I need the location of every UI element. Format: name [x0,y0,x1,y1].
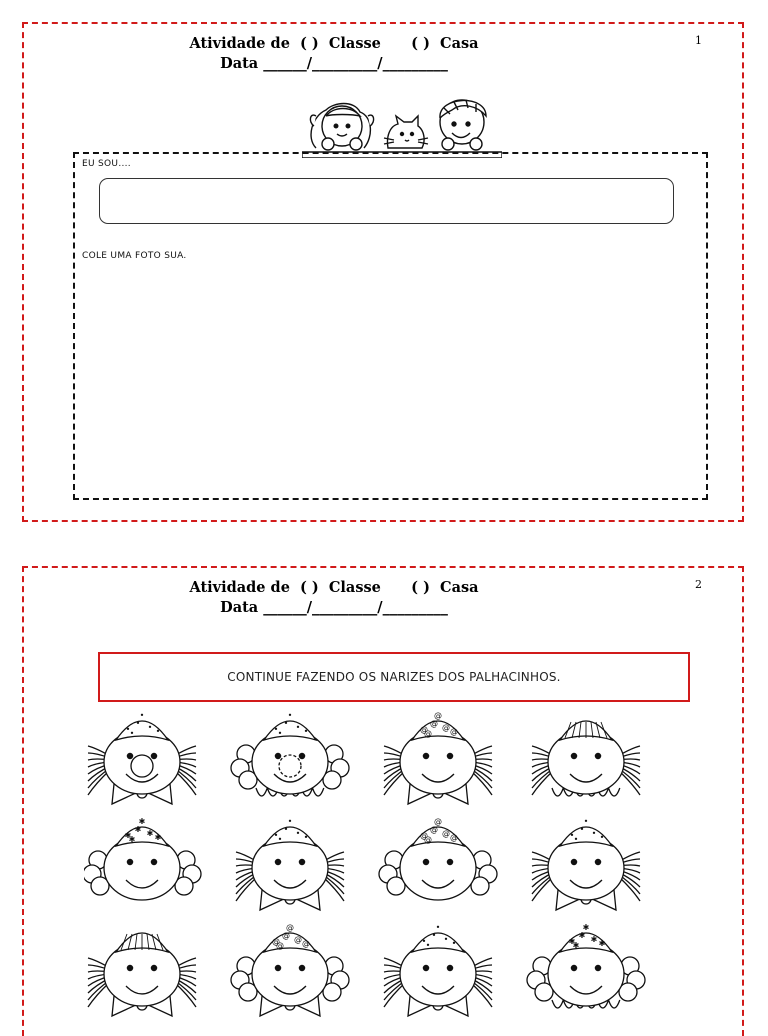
hat-pattern: • [451,939,457,948]
hat-pattern: @ [420,831,428,840]
hat-pattern: • [277,835,283,844]
hat-pattern: • [287,711,293,720]
eye [595,965,600,970]
instruction-text: CONTINUE FAZENDO OS NARIZES DOS PALHACINHOS. [227,670,561,684]
hat-pattern: @ [420,725,428,734]
clown-face[interactable] [532,817,640,910]
hat-pattern: ✱ [138,817,146,826]
hat-pattern: ✱ [146,829,154,838]
eye [595,859,600,864]
hat-pattern: @ [430,719,438,728]
hat-pattern: ✱ [124,831,132,840]
clown-face[interactable] [231,711,349,796]
hat-pattern: @ [430,825,438,834]
face [104,942,180,1006]
header-activity-line: Atividade de ( ) Classe ( ) Casa [189,35,479,52]
clown-face[interactable] [384,711,492,804]
clown-nose-outline [279,755,301,777]
hat-pattern: • [273,831,279,840]
face [548,730,624,794]
eye [151,859,156,864]
hat-pattern: • [155,727,161,736]
header-activity-line: Atividade de ( ) Classe ( ) Casa [189,579,479,596]
eye [275,859,280,864]
clown-face[interactable] [379,817,497,900]
header [174,578,494,618]
hat-pattern: • [283,825,289,834]
eye [299,965,304,970]
eye [127,965,132,970]
clown-face[interactable] [88,711,196,804]
eye [423,859,428,864]
eye [275,753,280,758]
worksheet-page-1 [22,22,744,522]
hat-pattern: ✱ [134,825,142,834]
clown-face[interactable] [527,923,645,1008]
hat-pattern: • [569,831,575,840]
hat-pattern: • [431,931,437,940]
hat-pattern: ✱ [572,941,580,950]
hat-pattern: ✱ [582,923,590,932]
eye [275,965,280,970]
hat-pattern: • [303,833,309,842]
name-label: EU SOU.... [82,159,131,169]
hat-pattern: • [435,923,441,932]
hat-pattern: ✱ [578,931,586,940]
eye [127,859,132,864]
hat-pattern: @ [450,833,458,842]
clown-face[interactable] [236,817,344,910]
eye [127,753,132,758]
identification-box [73,152,708,500]
hat-pattern: @ [442,829,450,838]
eye [299,859,304,864]
eye [595,753,600,758]
eye [151,753,156,758]
name-field[interactable] [99,178,674,224]
hat-pattern: • [583,817,589,826]
hat-pattern: • [443,935,449,944]
hat-pattern: • [277,729,283,738]
hat-pattern: • [287,817,293,826]
hat-pattern: ✱ [128,835,136,844]
hat-pattern: • [421,937,427,946]
hat-pattern: ✱ [598,939,606,948]
children-illustration [302,86,502,158]
hat-pattern: • [147,723,153,732]
photo-area[interactable] [82,269,697,491]
hat-pattern: • [283,719,289,728]
clown-face[interactable] [84,817,201,900]
hat-pattern: • [273,725,279,734]
hat-pattern: ✱ [568,937,576,946]
clown-nose [131,755,153,777]
hat-pattern: @ [272,937,280,946]
eye [571,859,576,864]
hat-pattern: @ [424,729,432,738]
worksheet-page-2 [22,566,744,1036]
hat-pattern: • [129,729,135,738]
hat-pattern: @ [442,723,450,732]
photo-label: COLE UMA FOTO SUA. [82,251,187,261]
face [400,836,476,900]
clown-face[interactable] [88,933,196,1016]
hat-pattern: ✱ [590,935,598,944]
eye [447,859,452,864]
hat-pattern: • [599,833,605,842]
hat-pattern: @ [294,935,302,944]
hat-pattern: • [425,941,431,950]
hat-pattern: • [573,835,579,844]
face [252,942,328,1006]
eye [423,965,428,970]
hat-pattern: • [295,829,301,838]
face [400,942,476,1006]
clown-face[interactable] [532,721,640,796]
clown-face[interactable] [231,923,349,1016]
clown-face[interactable] [384,923,492,1016]
hat-pattern: @ [434,711,442,720]
eye [151,965,156,970]
hat-pattern: @ [450,727,458,736]
hat-pattern: @ [286,923,294,932]
instruction-box [98,652,690,702]
hat-pattern: @ [424,835,432,844]
hat-pattern: @ [282,931,290,940]
hat-pattern: @ [434,817,442,826]
hat-pattern: @ [302,939,310,948]
hat-pattern: • [295,723,301,732]
hat-pattern: • [303,727,309,736]
hat-pattern: @ [276,941,284,950]
eye [447,753,452,758]
face [548,942,624,1006]
face [104,836,180,900]
eye [423,753,428,758]
hat-pattern: • [139,711,145,720]
page-number: 1 [695,34,702,47]
page-number: 2 [695,578,702,591]
eye [447,965,452,970]
eye [571,753,576,758]
clown-faces-grid [84,706,704,1028]
hat-pattern: • [125,725,131,734]
face [252,836,328,900]
header-date-line: Data ______/_________/_________ [220,599,448,616]
hat-pattern: • [579,825,585,834]
face [548,836,624,900]
face [400,730,476,794]
eye [299,753,304,758]
eye [571,965,576,970]
hat-pattern: ✱ [154,833,162,842]
header-date-line: Data ______/_________/_________ [220,55,448,72]
hat-pattern: • [135,719,141,728]
hat-pattern: • [591,829,597,838]
header [174,34,494,74]
